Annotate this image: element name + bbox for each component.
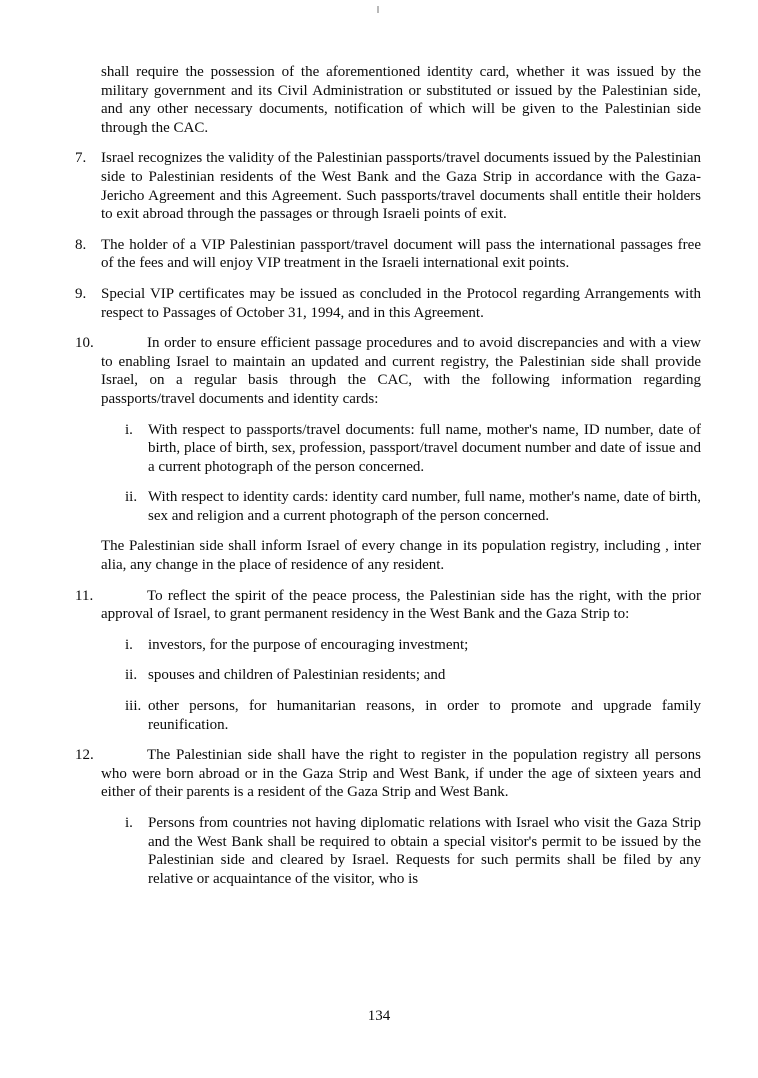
- item-number: 11.: [75, 587, 94, 604]
- list-item-11: [75, 587, 701, 624]
- item-lead-text: In order to ensure efficient passage procedures and to avoid discrepancies and with a view to enabling Israel to maintain an updated and current registry, the Palestinian side shall provide Israel, on a regular basis through the CAC, with the following information regarding passports/travel documents and identity cards:: [101, 335, 701, 407]
- sub-item-number: i.: [125, 421, 133, 438]
- item-number: 8.: [75, 236, 87, 253]
- sub-item-11-iii: [125, 697, 701, 734]
- item-text: Special VIP certificates may be issued as concluded in the Protocol regarding Arrangements with respect to Passages of October 31, 1994, and in this Agreement.: [101, 285, 701, 321]
- scan-artifact-mark: [377, 6, 379, 13]
- sub-item-11-i: [125, 636, 701, 655]
- sub-item-text: With respect to passports/travel documents: full name, mother's name, ID number, date of birth, place of birth, sex, profession, passport/travel document number and date of issue and a current photograph of the person concerned.: [148, 421, 701, 475]
- sub-item-list-10: [125, 421, 701, 526]
- item-number: 9.: [75, 285, 87, 302]
- sub-item-text: investors, for the purpose of encouraging investment;: [148, 636, 469, 653]
- item-text: Israel recognizes the validity of the Palestinian passports/travel documents issued by the Palestinian side to Palestinian residents of the West Bank and the Gaza Strip in accordance with the Gaza-Jericho Agreement and this Agreement. Such passports/travel documents shall entitle their holders to exit abroad through the passages or through Israeli points of exit.: [101, 150, 701, 223]
- page-number: 134: [367, 1008, 391, 1025]
- item-text: The holder of a VIP Palestinian passport/travel document will pass the international passages free of the fees and will enjoy VIP treatment in the Israeli international exit points.: [101, 236, 701, 272]
- item-number: 10.: [75, 335, 94, 352]
- sub-item-number: ii.: [125, 489, 138, 506]
- item-lead-text: The Palestinian side shall have the right to register in the population registry all persons who were born abroad or in the Gaza Strip and West Bank, if under the age of sixteen years and either of their parents is a resident of the Gaza Strip and West Bank.: [101, 747, 701, 801]
- list-item-10: [75, 334, 701, 408]
- list-item-12: [75, 746, 701, 802]
- sub-item-number: ii.: [125, 667, 138, 684]
- sub-item-11-ii: [125, 666, 701, 685]
- sub-item-number: iii.: [125, 698, 142, 715]
- sub-item-list-11: [125, 636, 701, 734]
- item-lead-text: To reflect the spirit of the peace process, the Palestinian side has the right, with the prior approval of Israel, to grant permanent residency in the West Bank and the Gaza Strip to:: [101, 587, 701, 623]
- sub-item-list-12: [125, 814, 701, 888]
- sub-item-number: i.: [125, 636, 133, 653]
- sub-item-number: i.: [125, 815, 133, 831]
- item-10-closing-paragraph: The Palestinian side shall inform Israel of every change in its population registry, including , inter alia, any change in the place of residence of any resident.: [101, 538, 701, 574]
- sub-item-12-i: [125, 814, 701, 888]
- sub-item-text: With respect to identity cards: identity card number, full name, mother's name, date of birth, sex and religion and a current photograph of the person concerned.: [148, 489, 701, 524]
- list-item-7: [75, 149, 701, 223]
- sub-item-10-i: [125, 421, 701, 477]
- sub-item-text: other persons, for humanitarian reasons, in order to promote and upgrade family reunification.: [148, 698, 701, 733]
- sub-item-text: Persons from countries not having diplomatic relations with Israel who visit the Gaza Strip and the West Bank shall be required to obtain a special visitor's permit to be issued by the Palestinian side and cleared by Israel. Requests for such permits shall be filed by any relative or acquaintance of the visitor, who is: [148, 815, 701, 887]
- sub-item-text: spouses and children of Palestinian residents; and: [148, 667, 446, 684]
- sub-item-10-ii: [125, 488, 701, 525]
- item-number: 12.: [75, 747, 94, 764]
- item-number: 7.: [75, 150, 87, 167]
- continuation-paragraph: shall require the possession of the aforementioned identity card, whether it was issued by the military government and its Civil Administration or substituted or issued by the Palestinian side, and any other necessary documents, notification of which will be given to the Palestinian side through the CAC.: [101, 64, 701, 136]
- list-item-9: [75, 285, 701, 322]
- list-item-8: [75, 236, 701, 273]
